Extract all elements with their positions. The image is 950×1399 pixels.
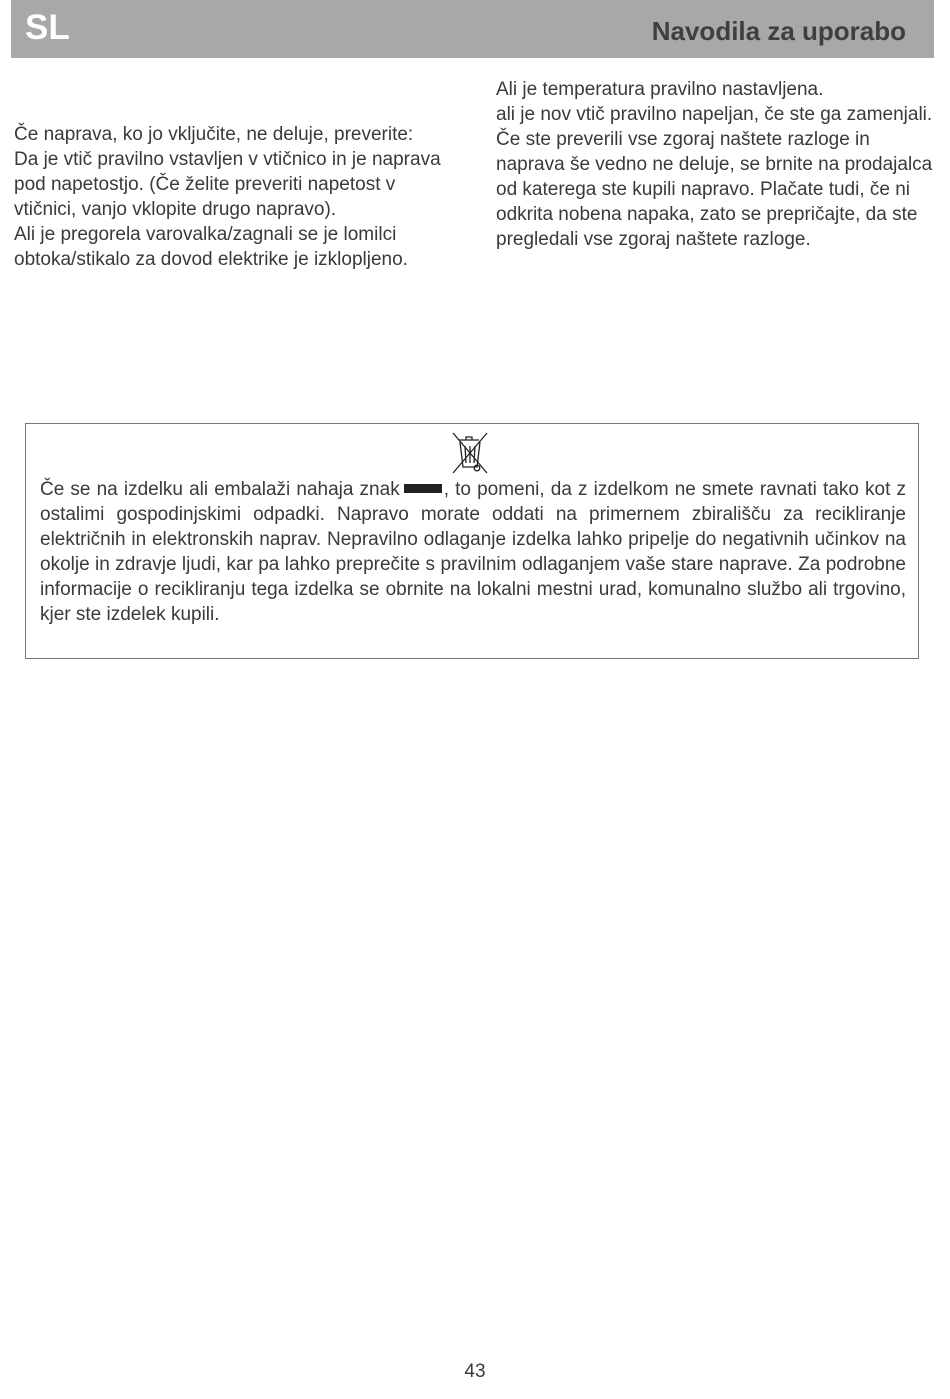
troubleshooting-fuse-check: Ali je pregorela varovalka/zagnali se je lomilci obtoka/stikalo za dovod elektrike je izklopljeno. (14, 224, 408, 270)
troubleshooting-right-column (496, 77, 936, 252)
disposal-symbol-bar (404, 484, 442, 493)
manual-title: Navodila za uporabo (651, 16, 906, 46)
page-number: 43 (464, 1361, 486, 1382)
troubleshooting-plug-check: Da je vtič pravilno vstavljen v vtičnico in je naprava pod napetostjo. (Če želite preveriti napetost v vtičnici, vanjo vklopite drugo napravo). (14, 149, 441, 220)
troubleshooting-intro: Če naprava, ko jo vključite, ne deluje, preverite: (14, 124, 414, 145)
troubleshooting-left-column (14, 122, 454, 272)
troubleshooting-contact-seller: Če ste preverili vse zgoraj naštete razloge in naprava še vedno ne deluje, se brnite na prodajalca od katerega ste kupili napravo. Plačate tudi, če ni odkrita nobena napaka, zato se prepričajte, da ste pregledali vse zgoraj naštete razloge. (496, 129, 933, 250)
troubleshooting-new-plug-check: ali je nov vtič pravilno napeljan, če ste ga zamenjali. (496, 104, 933, 125)
weee-text-before-symbol: Če se na izdelku ali embalaži nahaja znak (40, 479, 400, 500)
crossed-out-wheelie-bin-icon (450, 429, 490, 477)
header-bar (11, 0, 934, 58)
troubleshooting-temperature-check: Ali je temperatura pravilno nastavljena. (496, 79, 824, 100)
language-code: SL (25, 8, 70, 47)
weee-notice-text (40, 477, 906, 627)
weee-text-after-symbol: , to pomeni, da z izdelkom ne smete ravnati tako kot z ostalimi gospodinjskimi odpadki. Napravo morate oddati na primernem zbirališču za recikliranje električnih in elektronskih naprav. Nepravilno odlaganje izdelka lahko pripelje do negativnih učinkov na okolje in zdravje ljudi, kar pa lahko preprečite s pravilnim odlaganjem vaše stare naprave. Za podrobne informacije o recikliranju tega izdelka se obrnite na lokalni mestni urad, komunalno službo ali trgovino, kjer ste izdelek kupili. (40, 479, 906, 625)
weee-disposal-notice (25, 423, 919, 659)
